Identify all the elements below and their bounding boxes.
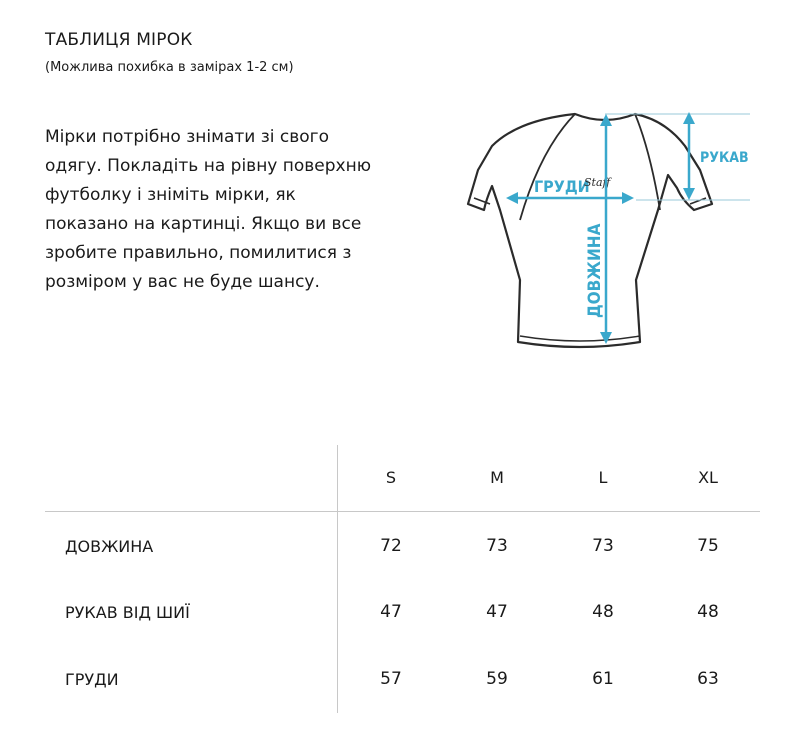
row-label-length: ДОВЖИНА — [65, 537, 154, 556]
size-header-l: L — [598, 468, 608, 487]
table-cell: 63 — [697, 669, 719, 689]
length-label: ДОВЖИНА — [585, 223, 605, 318]
instruction-line: одягу. Покладіть на рівну поверхню — [45, 156, 372, 176]
instruction-line: зробите правильно, помилитися з — [45, 243, 352, 263]
sleeve-label: РУКАВ — [700, 150, 749, 166]
table-vertical-divider — [337, 445, 338, 713]
instruction-line: Мірки потрібно знімати зі свого — [45, 127, 329, 147]
table-cell: 57 — [380, 669, 402, 689]
table-cell: 47 — [380, 602, 402, 622]
table-cell: 48 — [697, 602, 719, 622]
row-label-sleeve: РУКАВ ВІД ШИЇ — [65, 603, 190, 622]
measurement-instructions — [45, 123, 405, 297]
instruction-line: показано на картинці. Якщо ви все — [45, 214, 362, 234]
table-cell: 75 — [697, 536, 719, 556]
tshirt-measurement-diagram — [460, 100, 760, 360]
chest-label: ГРУДИ — [534, 177, 590, 196]
size-header-s: S — [385, 468, 397, 487]
size-header-xl: XL — [698, 468, 718, 487]
table-cell: 61 — [592, 669, 614, 689]
table-cell: 47 — [486, 602, 508, 622]
staff-logo: Staff — [584, 176, 611, 189]
instruction-line: футболку і зніміть мірки, як — [45, 185, 296, 205]
table-cell: 72 — [380, 536, 402, 556]
instruction-line: розміром у вас не буде шансу. — [45, 272, 320, 292]
table-cell: 73 — [592, 536, 614, 556]
page-subtitle: (Можлива похибка в замірах 1-2 см) — [45, 60, 294, 75]
table-horizontal-divider — [45, 511, 760, 512]
table-cell: 73 — [486, 536, 508, 556]
size-header-m: M — [490, 468, 504, 487]
table-cell: 48 — [592, 602, 614, 622]
row-label-chest: ГРУДИ — [65, 670, 119, 689]
table-cell: 59 — [486, 669, 508, 689]
page-title: ТАБЛИЦЯ МІРОК — [45, 30, 193, 50]
